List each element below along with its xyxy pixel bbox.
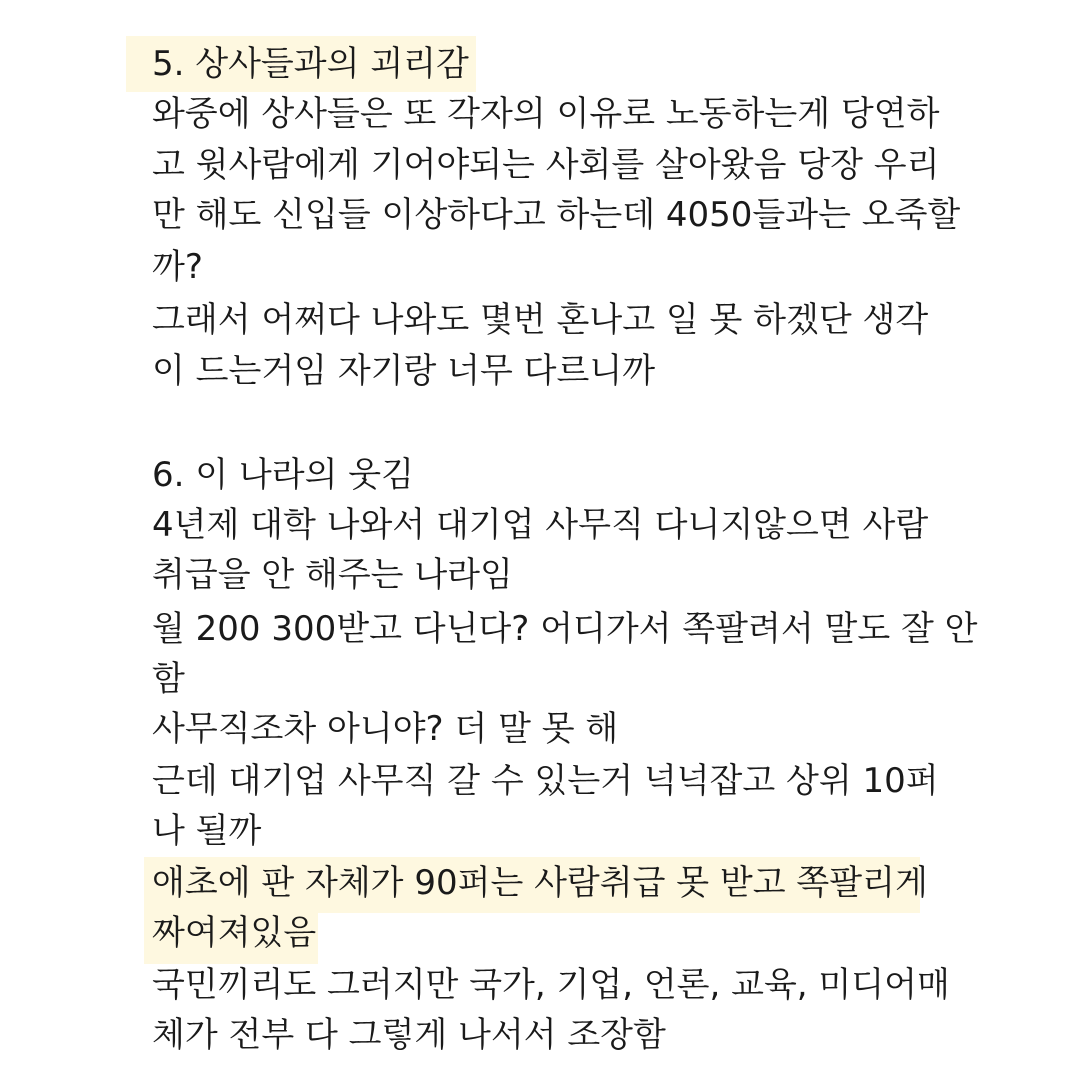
- section-6-line-2: 취급을 안 해주는 나라임: [152, 555, 513, 595]
- section-5-line-6: 이 드는거임 자기랑 너무 다르니까: [152, 351, 656, 391]
- section-6-line-6: 근데 대기업 사무직 갈 수 있는거 넉넉잡고 상위 10퍼: [152, 761, 939, 801]
- section-6-heading: 6. 이 나라의 웃김: [152, 455, 414, 495]
- section-6-line-11: 체가 전부 다 그렇게 나서서 조장함: [152, 1015, 666, 1055]
- section-5-line-3: 만 해도 신입들 이상하다고 하는데 4050들과는 오죽할: [152, 195, 961, 235]
- section-6-line-5: 사무직조차 아니야? 더 말 못 해: [152, 709, 619, 749]
- section-6-line-7: 나 될까: [152, 811, 262, 851]
- section-5-line-5: 그래서 어쩌다 나와도 몇번 혼나고 일 못 하겠단 생각: [152, 300, 929, 340]
- section-6-line-1: 4년제 대학 나와서 대기업 사무직 다니지않으면 사람: [152, 505, 929, 545]
- section-6-line-9: 짜여져있음: [152, 913, 317, 953]
- section-6-line-4: 함: [152, 659, 185, 699]
- section-5-line-1: 와중에 상사들은 또 각자의 이유로 노동하는게 당연하: [152, 94, 940, 134]
- section-5-line-4: 까?: [152, 247, 203, 287]
- section-5-line-2: 고 윗사람에게 기어야되는 사회를 살아왔음 당장 우리: [152, 145, 940, 185]
- section-6-line-10: 국민끼리도 그러지만 국가, 기업, 언론, 교육, 미디어매: [152, 965, 950, 1005]
- section-6-line-8: 애초에 판 자체가 90퍼는 사람취급 못 받고 쪽팔리게: [152, 863, 928, 903]
- section-5-heading: 5. 상사들과의 괴리감: [152, 44, 469, 84]
- section-6-line-3: 월 200 300받고 다닌다? 어디가서 쪽팔려서 말도 잘 안: [152, 609, 978, 649]
